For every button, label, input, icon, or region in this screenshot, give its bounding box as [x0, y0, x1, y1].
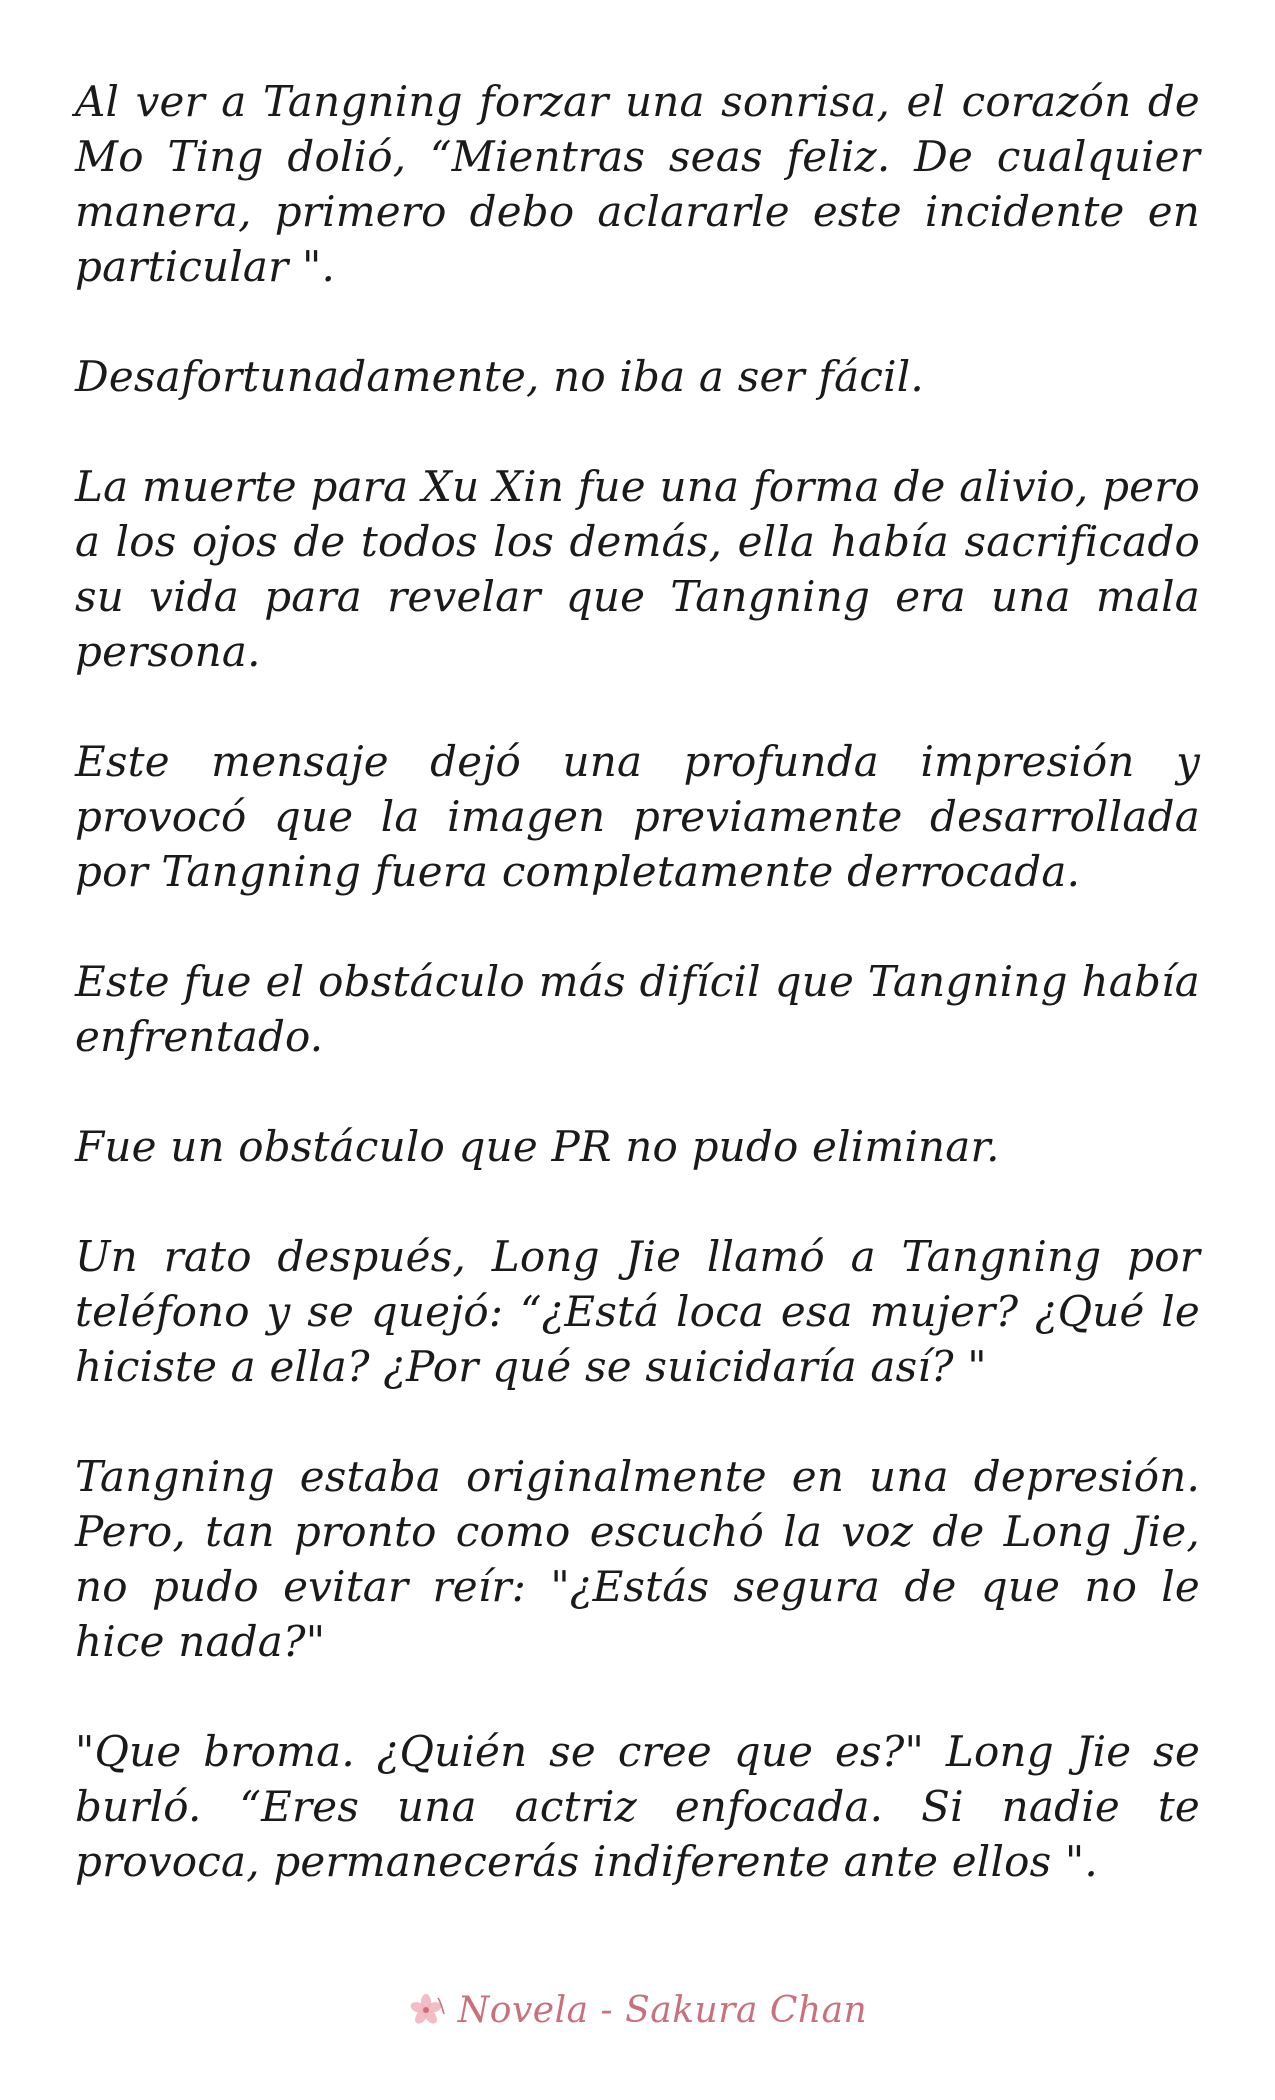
paragraph: Un rato después, Long Jie llamó a Tangning por teléfono y se quejó: “¿Está loca esa mujer? ¿Qué le hiciste a ella? ¿Por qué se suicidaría así? " — [75, 1232, 1200, 1391]
watermark-text: Novela - Sakura Chan — [457, 1989, 868, 2031]
paragraph: Fue un obstáculo que PR no pudo eliminar. — [75, 1122, 1000, 1171]
paragraph: La muerte para Xu Xin fue una forma de alivio, pero a los ojos de todos los demás, ella había sacrificado su vida para revelar que Tangning era una mala persona. — [75, 462, 1200, 676]
paragraph: Tangning estaba originalmente en una depresión. Pero, tan pronto como escuchó la voz de Long Jie, no pudo evitar reír: "¿Estás segura de que no le hice nada?" — [75, 1452, 1200, 1666]
sakura-flower-icon — [408, 1990, 448, 2030]
watermark-footer — [0, 1982, 1275, 2038]
paragraph: Desafortunadamente, no iba a ser fácil. — [75, 352, 924, 401]
paragraph: Este mensaje dejó una profunda impresión y provocó que la imagen previamente desarrollada por Tangning fuera completamente derrocada. — [75, 737, 1200, 896]
paragraph: Al ver a Tangning forzar una sonrisa, el corazón de Mo Ting dolió, “Mientras seas feliz. De cualquier manera, primero debo aclararle este incidente en particular ". — [75, 77, 1200, 291]
paragraph: Este fue el obstáculo más difícil que Tangning había enfrentado. — [75, 957, 1200, 1061]
document-body — [75, 74, 1200, 1944]
paragraph: "Que broma. ¿Quién se cree que es?" Long Jie se burló. “Eres una actriz enfocada. Si nadie te provoca, permanecerás indiferente ante ellos ". — [75, 1727, 1200, 1886]
